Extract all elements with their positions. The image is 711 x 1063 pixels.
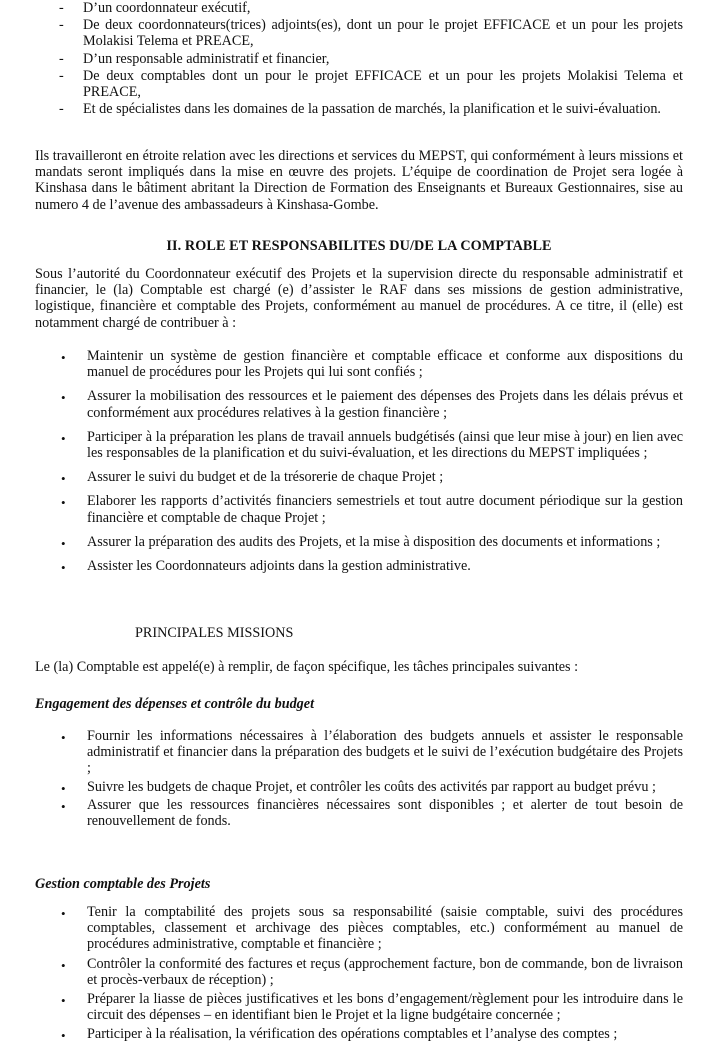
list-item: - De deux coordonnateurs(trices) adjoints(es), dont un pour le projet EFFICACE et un pour les projets Molakisi Telema et PREACE, xyxy=(35,17,683,49)
list-item: • Assurer la mobilisation des ressources et le paiement des dépenses des Projets dans les délais prévus et conformément aux procédures relatives à la gestion financière ; xyxy=(35,388,683,420)
accounting-list-block xyxy=(35,904,683,1043)
list-item: - Et de spécialistes dans les domaines de la passation de marchés, la planification et le suivi-évaluation. xyxy=(35,101,683,117)
list-item: • Assurer le suivi du budget et de la trésorerie de chaque Projet ; xyxy=(35,469,683,485)
list-item: - D’un coordonnateur exécutif, xyxy=(35,0,683,16)
list-item: - De deux comptables dont un pour le projet EFFICACE et un pour les projets Molakisi Telema et PREACE, xyxy=(35,68,683,100)
accounting-heading: Gestion comptable des Projets xyxy=(35,876,211,892)
budget-list xyxy=(35,728,683,829)
accounting-heading-block xyxy=(35,876,683,892)
authority-paragraph: Sous l’autorité du Coordonnateur exécutif des Projets et la supervision directe du responsable administratif et financier, le (la) Comptable est chargé (e) d’assister le RAF dans ses missions de gestion administrative, logistique, financière et comptable des Projets, conformément au manuel de procédures. A ce titre, il (elle) est notamment chargé de contribuer à : xyxy=(35,266,683,331)
list-item: • Assister les Coordonnateurs adjoints dans la gestion administrative. xyxy=(35,558,683,574)
intro-list-block xyxy=(35,0,683,118)
list-item: • Maintenir un système de gestion financière et comptable efficace et conforme aux dispositions du manuel de procédures pour les Projets qui lui sont confiés ; xyxy=(35,348,683,380)
missions-intro: Le (la) Comptable est appelé(e) à remplir, de façon spécifique, les tâches principales suivantes : xyxy=(35,659,579,675)
list-item: • Préparer la liasse de pièces justificatives et les bons d’engagement/règlement pour les introduire dans le circuit des dépenses – en identifiant bien le Projet et la ligne budgétaire concernée ; xyxy=(35,991,683,1023)
role-list-block xyxy=(35,348,683,574)
list-item: • Fournir les informations nécessaires à l’élaboration des budgets annuels et assister le responsable administratif et financier dans la préparation des budgets et le suivi de l’exécution budgétaire des Projets ; xyxy=(35,728,683,777)
role-list xyxy=(35,348,683,574)
list-item: • Elaborer les rapports d’activités financiers semestriels et tout autre document périodique sur la gestion financière et comptable de chaque Projet ; xyxy=(35,493,683,525)
missions-intro-block xyxy=(35,659,683,675)
authority-paragraph-block xyxy=(35,266,683,331)
missions-heading-block xyxy=(35,625,683,641)
section-title-block xyxy=(35,238,683,254)
budget-heading-block xyxy=(35,696,683,712)
budget-heading: Engagement des dépenses et contrôle du budget xyxy=(35,696,315,712)
list-item: • Participer à la préparation les plans de travail annuels budgétisés (ainsi que leur mise à jour) en lien avec les responsables de la planification et du suivi-évaluation, et les directions du MEPST impliquées ; xyxy=(35,429,683,461)
list-item: • Assurer la préparation des audits des Projets, et la mise à disposition des documents et informations ; xyxy=(35,534,683,550)
section-title: II. ROLE ET RESPONSABILITES DU/DE LA COMPTABLE xyxy=(166,238,552,254)
intro-list xyxy=(35,0,683,117)
list-item: • Assurer que les ressources financières nécessaires sont disponibles ; et alerter de tout besoin de renouvellement de fonds. xyxy=(35,797,683,829)
list-item: - D’un responsable administratif et financier, xyxy=(35,51,683,67)
relation-paragraph: Ils travailleront en étroite relation avec les directions et services du MEPST, qui conformément à leurs missions et mandats seront impliqués dans la mise en œuvre des projets. L’équipe de coordination de Projet sera logée à Kinshasa dans le bâtiment abritant la Direction de Formation des Enseignants et Bureaux Gestionnaires, sise au numero 4 de l’avenue des ambassadeurs à Kinshasa-Gombe. xyxy=(35,148,683,213)
list-item: • Suivre les budgets de chaque Projet, et contrôler les coûts des activités par rapport au budget prévu ; xyxy=(35,779,683,795)
relation-paragraph-block xyxy=(35,148,683,213)
budget-list-block xyxy=(35,728,683,829)
list-item: • Tenir la comptabilité des projets sous sa responsabilité (saisie comptable, suivi des procédures comptables, classement et archivage des pièces comptables, etc.) conformément au manuel de procédures administrative, comptable et financière ; xyxy=(35,904,683,953)
missions-heading: PRINCIPALES MISSIONS xyxy=(135,625,294,641)
accounting-list xyxy=(35,904,683,1043)
list-item: • Participer à la réalisation, la vérification des opérations comptables et l’analyse des comptes ; xyxy=(35,1026,683,1042)
list-item: • Contrôler la conformité des factures et reçus (approchement facture, bon de commande, bon de livraison et procès-verbaux de réception) ; xyxy=(35,956,683,988)
